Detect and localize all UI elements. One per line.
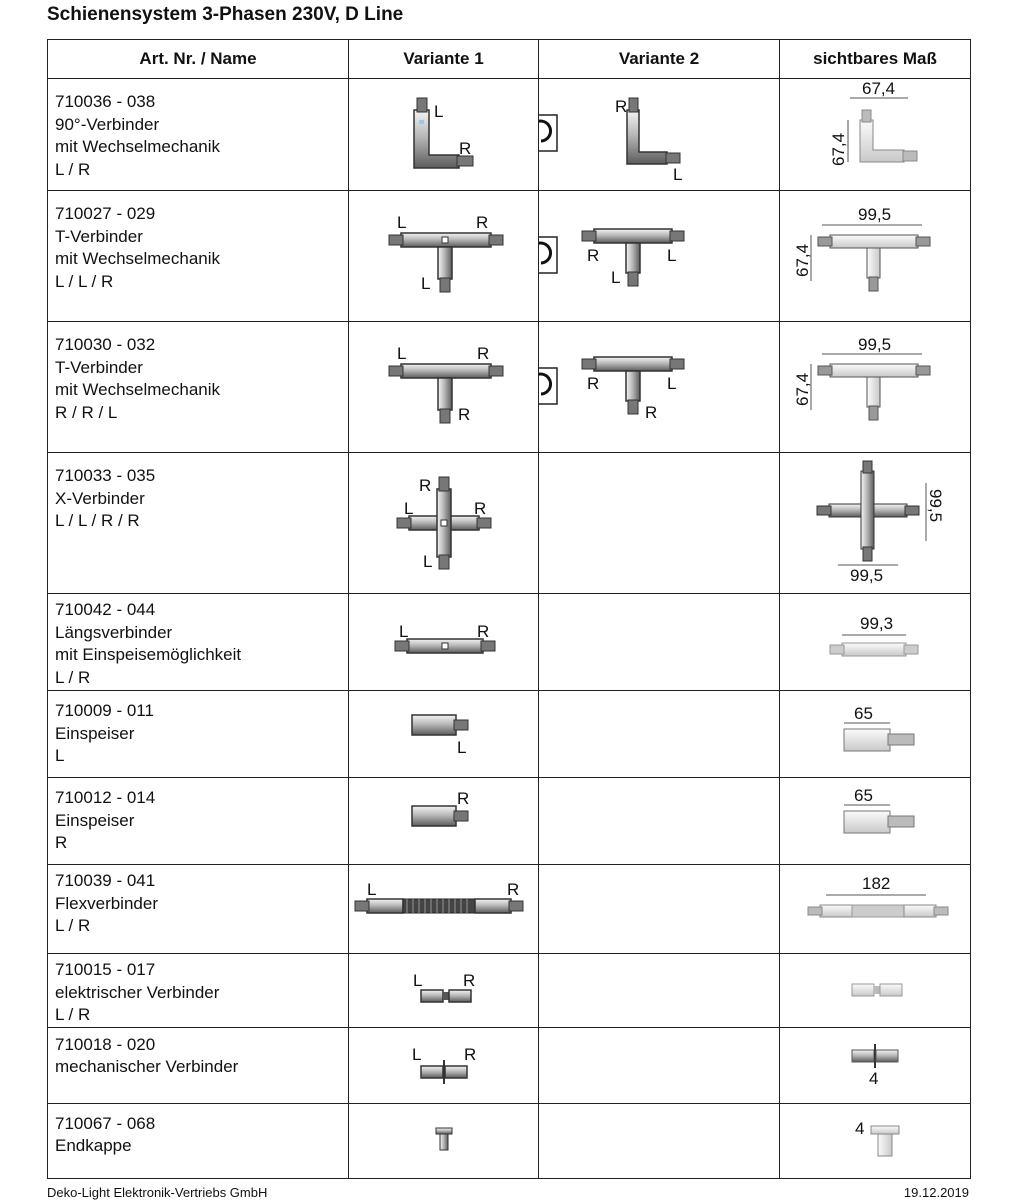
article-number: 710042 - 044: [55, 600, 156, 619]
footer-company: Deko-Light Elektronik-Vertriebs GmbH: [47, 1185, 268, 1200]
side-label: R: [474, 499, 487, 518]
dimension-value: 67,4: [862, 79, 896, 98]
variant2-cell: [539, 594, 780, 691]
side-label: L: [397, 344, 407, 363]
t-connector-variant2-image: [539, 322, 780, 452]
side-label: L: [611, 268, 621, 287]
article-number: 710018 - 020: [55, 1034, 156, 1054]
variant2-cell: [539, 191, 780, 322]
product-cell: [48, 594, 349, 691]
dimension-cell: [780, 1027, 971, 1103]
dimension-cell: [780, 191, 971, 322]
feed-in-right-image: [349, 778, 539, 864]
product-sides: L / R: [55, 159, 91, 179]
product-cell: [48, 1027, 349, 1103]
variant1-cell: [349, 191, 539, 322]
dimension-cell: [780, 594, 971, 691]
variant1-cell: [349, 322, 539, 453]
dimension-value: 4: [855, 1118, 865, 1138]
product-name: T-Verbinder: [55, 357, 143, 377]
header-row: [48, 40, 971, 79]
dimension-value: 99,5: [850, 566, 884, 585]
dimension-cell: [780, 778, 971, 865]
table-row: [48, 594, 971, 691]
end-cap-image: [349, 1104, 539, 1178]
dimension-cell: [780, 79, 971, 191]
table-row: [48, 322, 971, 453]
variant1-cell: [349, 778, 539, 865]
dimension-cell: [780, 1103, 971, 1178]
dimension-value: 65: [854, 786, 873, 805]
product-desc: L / L / R / R: [55, 511, 140, 530]
product-desc: R: [55, 833, 68, 852]
side-label: R: [645, 403, 658, 422]
variant2-cell: [539, 322, 780, 453]
side-label: R: [587, 246, 600, 265]
product-name: T-Verbinder: [55, 226, 143, 246]
table-row: [48, 453, 971, 594]
product-cell: [48, 778, 349, 865]
product-desc: mit Wechselmechanik: [55, 137, 221, 156]
product-sides: L / R: [55, 667, 91, 687]
header-variant2: Variante 2: [539, 40, 780, 79]
table-row: [48, 778, 971, 865]
x-connector-variant1-image: [349, 453, 539, 593]
dimension-cell: [780, 322, 971, 453]
dimension-value: 99,5: [926, 489, 945, 523]
variant2-cell: [539, 453, 780, 594]
article-number: 710015 - 017: [55, 960, 156, 979]
dimension-cell: [780, 453, 971, 594]
table-row: [48, 1103, 971, 1178]
product-desc: mit Wechselmechanik: [55, 249, 221, 268]
side-label: R: [457, 789, 470, 808]
product-cell: [48, 453, 349, 594]
connector-90-variant2-image: [539, 80, 780, 190]
product-name: Einspeiser: [55, 810, 135, 830]
product-desc: mit Einspeisemöglichkeit: [55, 645, 242, 664]
side-label: L: [399, 621, 409, 641]
side-label: R: [464, 1044, 477, 1064]
variant1-cell: [349, 79, 539, 191]
side-label: R: [459, 138, 472, 158]
variant2-cell: [539, 778, 780, 865]
dimension-value: 67,4: [829, 132, 848, 166]
dimension-cell: [780, 691, 971, 778]
dimension-value: 67,4: [793, 372, 812, 406]
product-cell: [48, 1103, 349, 1178]
page-title: Schienensystem 3-Phasen 230V, D Line: [47, 4, 404, 25]
variant2-cell: [539, 865, 780, 954]
variant1-cell: [349, 453, 539, 594]
variant2-cell: [539, 954, 780, 1028]
table-row: [48, 79, 971, 191]
product-name: 90°-Verbinder: [55, 114, 160, 134]
dimension-drawing: [780, 691, 971, 777]
dimension-drawing: [780, 1104, 971, 1178]
table-row: [48, 191, 971, 322]
footer-date: 19.12.2019: [903, 1185, 969, 1200]
header-variant1: Variante 1: [349, 40, 539, 79]
dimension-value: 65: [854, 704, 873, 723]
dimension-drawing: [780, 322, 971, 452]
dimension-cell: [780, 954, 971, 1028]
connector-table: [47, 39, 971, 1179]
product-cell: [48, 865, 349, 954]
side-label: L: [421, 274, 431, 293]
variant1-cell: [349, 691, 539, 778]
side-label: R: [419, 476, 432, 495]
side-label: L: [413, 971, 423, 991]
side-label: L: [434, 101, 444, 121]
variant2-cell: [539, 1103, 780, 1178]
dimension-drawing: [780, 865, 971, 953]
product-name: Flexverbinder: [55, 893, 158, 913]
product-desc: L / R: [55, 916, 91, 935]
variant2-cell: [539, 79, 780, 191]
side-label: L: [457, 738, 467, 757]
product-cell: [48, 79, 349, 191]
side-label: L: [397, 213, 407, 232]
straight-connector-image: [349, 595, 539, 690]
dimension-value: 4: [869, 1068, 879, 1088]
dimension-value: 99,5: [858, 205, 892, 224]
product-name: Endkappe: [55, 1136, 132, 1155]
side-label: R: [458, 405, 471, 424]
article-number: 710012 - 014: [55, 788, 156, 807]
product-cell: [48, 322, 349, 453]
product-name: elektrischer Verbinder: [55, 982, 220, 1002]
header-dimension: sichtbares Maß: [780, 40, 971, 79]
dimension-value: 99,3: [860, 613, 894, 633]
variant2-cell: [539, 1027, 780, 1103]
dimension-cell: [780, 865, 971, 954]
article-number: 710033 - 035: [55, 466, 156, 485]
product-desc: L: [55, 746, 65, 765]
product-name: Einspeiser: [55, 723, 135, 743]
table-row: [48, 691, 971, 778]
product-cell: [48, 691, 349, 778]
dimension-drawing: [780, 1028, 971, 1103]
article-number: 710067 - 068: [55, 1113, 156, 1133]
flex-connector-image: [349, 865, 539, 953]
t-connector-variant1-image: [349, 191, 539, 321]
article-number: 710009 - 011: [55, 701, 154, 720]
dimension-drawing: [780, 595, 971, 690]
dimension-value: 99,5: [858, 335, 892, 354]
variant1-cell: [349, 1103, 539, 1178]
feed-in-left-image: [349, 691, 539, 777]
side-label: L: [404, 499, 414, 518]
variant1-cell: [349, 865, 539, 954]
product-name: Längsverbinder: [55, 622, 173, 642]
side-label: L: [367, 880, 377, 899]
side-label: L: [412, 1044, 422, 1064]
article-number: 710039 - 041: [55, 871, 156, 890]
product-sides: R / R / L: [55, 402, 118, 422]
side-label: R: [477, 344, 490, 363]
side-label: L: [667, 246, 677, 265]
header-name: Art. Nr. / Name: [48, 40, 349, 79]
product-name: mechanischer Verbinder: [55, 1057, 239, 1076]
connector-90-variant1-image: [349, 80, 539, 190]
variant2-cell: [539, 691, 780, 778]
variant1-cell: [349, 954, 539, 1028]
dimension-value: 67,4: [793, 243, 812, 277]
product-name: X-Verbinder: [55, 488, 145, 508]
product-cell: [48, 954, 349, 1028]
article-number: 710027 - 029: [55, 204, 156, 223]
dimension-drawing: [780, 453, 971, 593]
article-number: 710036 - 038: [55, 92, 156, 111]
side-label: R: [615, 96, 628, 116]
table-row: [48, 954, 971, 1028]
electric-connector-image: [349, 954, 539, 1026]
side-label: R: [463, 971, 476, 991]
t-connector-variant1-image: [349, 322, 539, 452]
side-label: R: [476, 213, 489, 232]
variant1-cell: [349, 594, 539, 691]
dimension-drawing: [780, 191, 971, 321]
mechanical-connector-image: [349, 1028, 539, 1103]
side-label: R: [477, 621, 490, 641]
table-row: [48, 865, 971, 954]
side-label: R: [587, 374, 600, 393]
dimension-value: 182: [862, 874, 891, 893]
side-label: L: [673, 164, 683, 184]
t-connector-variant2-image: [539, 191, 780, 321]
side-label: L: [423, 552, 433, 571]
side-label: R: [507, 880, 520, 899]
dimension-drawing: [780, 80, 971, 190]
product-sides: L / L / R: [55, 271, 114, 291]
table-row: [48, 1027, 971, 1103]
dimension-drawing: [780, 778, 971, 864]
article-number: 710030 - 032: [55, 335, 156, 354]
side-label: L: [667, 374, 677, 393]
product-desc: mit Wechselmechanik: [55, 380, 221, 399]
variant1-cell: [349, 1027, 539, 1103]
product-desc: L / R: [55, 1005, 91, 1024]
product-cell: [48, 191, 349, 322]
dimension-drawing: [780, 954, 971, 1026]
